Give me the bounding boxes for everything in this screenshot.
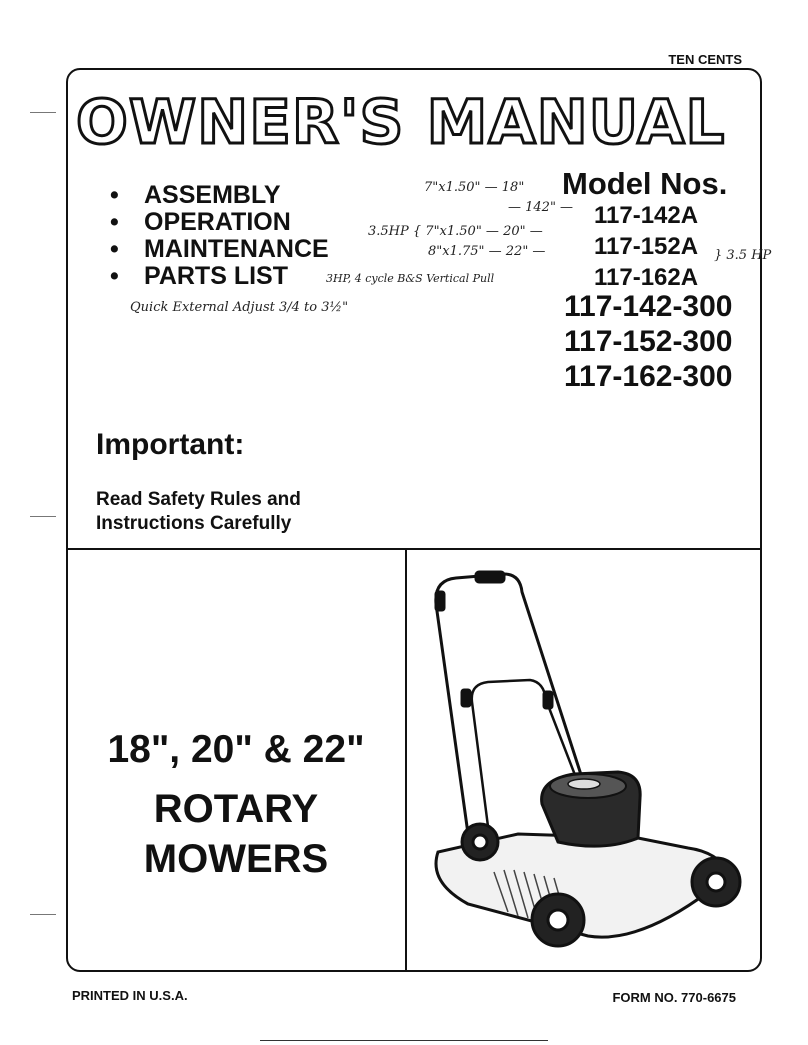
- models-heading: Model Nos.: [562, 166, 728, 201]
- handwritten-note: 7"x1.50" — 18": [424, 180, 525, 195]
- product-line: MOWERS: [143, 837, 329, 881]
- handwritten-note: } 3.5 HP: [714, 248, 772, 263]
- mower-sizes: 18", 20" & 22": [107, 728, 365, 771]
- price-label: TEN CENTS: [668, 52, 742, 67]
- handle-knob: [462, 690, 470, 706]
- model-list-b: [564, 289, 733, 394]
- important-heading: Important:: [96, 428, 245, 461]
- bullet-icon: •: [110, 181, 119, 209]
- wheel-hub: [548, 910, 568, 930]
- model-number: 117-162A: [594, 264, 699, 291]
- printed-in-label: PRINTED IN U.S.A.: [72, 988, 188, 1003]
- safety-instructions: [96, 488, 301, 536]
- lawn-mower-illustration: [408, 552, 758, 968]
- safety-line: Instructions Carefully: [96, 513, 292, 534]
- safety-line: Read Safety Rules and: [96, 489, 301, 510]
- section-item: • OPERATION: [110, 208, 291, 236]
- bottom-rule: [260, 1040, 548, 1041]
- control-lever: [436, 592, 444, 610]
- wheel-hub: [707, 873, 725, 891]
- scan-mark: [30, 112, 56, 113]
- scan-mark: [30, 516, 56, 517]
- recoil-starter: [568, 779, 600, 789]
- scan-mark: [30, 914, 56, 915]
- section-item: • PARTS LIST: [110, 262, 288, 290]
- section-item: • ASSEMBLY: [110, 181, 281, 209]
- handwritten-note: Quick External Adjust 3/4 to 3½": [130, 300, 349, 315]
- product-name: [66, 784, 406, 884]
- handle-grip: [476, 572, 504, 582]
- handwritten-note: 8"x1.75" — 22" —: [428, 244, 546, 259]
- model-number: 117-152-300: [564, 325, 733, 358]
- model-number: 117-142A: [594, 202, 699, 229]
- bullet-icon: •: [110, 208, 119, 236]
- wheel-hub: [473, 835, 487, 849]
- model-number: 117-152A: [594, 233, 699, 260]
- section-list: [110, 182, 329, 290]
- model-number: 117-142-300: [564, 290, 733, 323]
- handwritten-note: 3HP, 4 cycle B&S Vertical Pull: [326, 272, 495, 285]
- divider-horizontal: [66, 548, 762, 550]
- handwritten-note: 3.5HP { 7"x1.50" — 20" —: [368, 224, 543, 239]
- handwritten-note: — 142" —: [508, 200, 574, 215]
- bullet-icon: •: [110, 235, 119, 263]
- page-title: OWNER'S MANUAL: [76, 87, 726, 158]
- section-item: • MAINTENANCE: [110, 235, 329, 263]
- form-number: FORM NO. 770-6675: [612, 990, 736, 1005]
- bullet-icon: •: [110, 262, 119, 290]
- product-line: ROTARY: [153, 787, 319, 831]
- model-list-a: [594, 200, 698, 293]
- handle-knob: [544, 692, 552, 708]
- model-number: 117-162-300: [564, 360, 733, 393]
